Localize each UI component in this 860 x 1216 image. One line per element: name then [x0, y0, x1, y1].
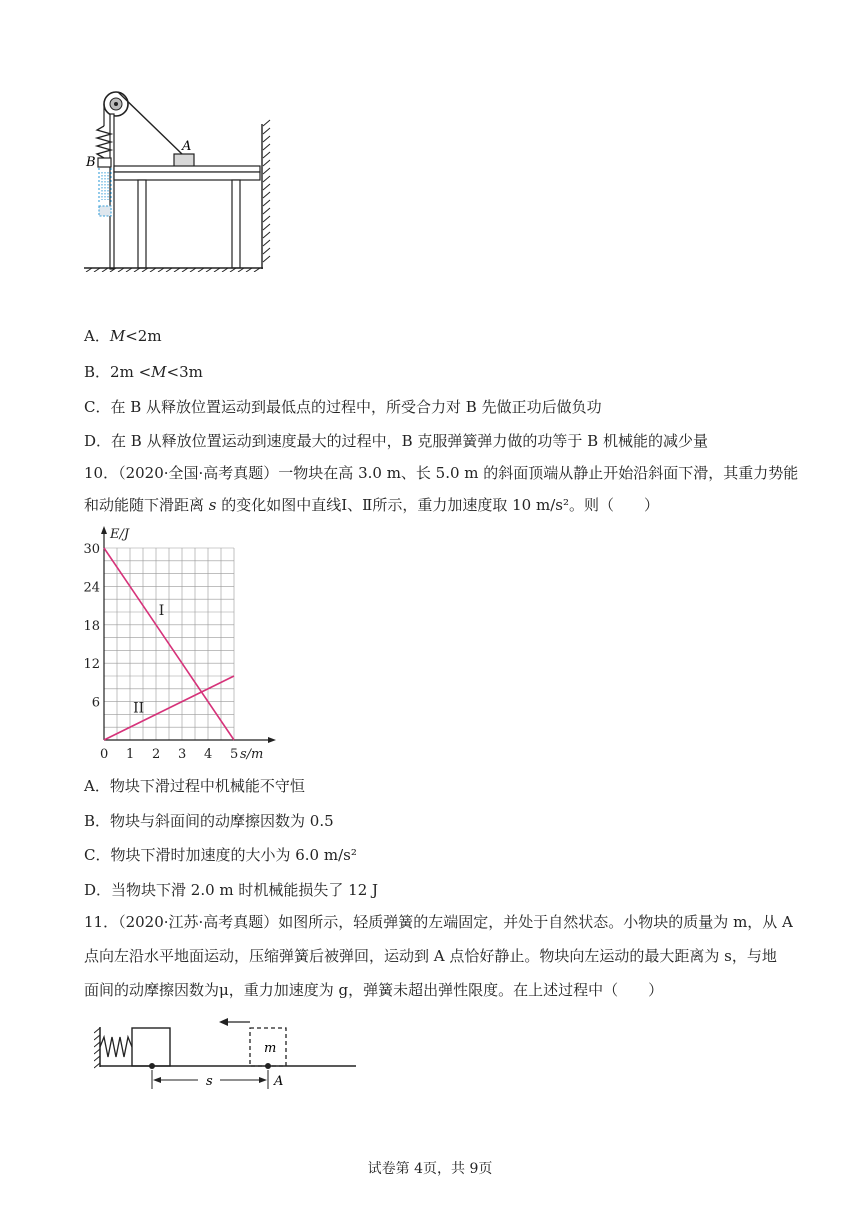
- q11-stem-line-1: 11．（2020·江苏·高考真题）如图所示，轻质弹簧的左端固定，并处于自然状态。小物块的质量为 m，从 A: [84, 913, 793, 931]
- series-label-I: I: [158, 603, 165, 620]
- y-tick-label: 12: [83, 657, 100, 673]
- chart-labels: [83, 527, 263, 762]
- x-axis-arrow: [268, 737, 276, 743]
- q9-option-c: C．在 B 从释放位置运动到最低点的过程中，所受合力对 B 先做正功后做负功: [84, 398, 602, 416]
- series-label-II: II: [133, 700, 145, 717]
- y-tick-label: 30: [83, 542, 100, 557]
- q10-stem-line-2: 和动能随下滑距离 s 的变化如图中直线Ⅰ、Ⅱ所示，重力加速度取 10 m/s²。则（ ）: [84, 496, 659, 514]
- q10-option-b: B．物块与斜面间的动摩擦因数为 0.5: [84, 812, 334, 830]
- y-axis-label: E/J: [110, 527, 130, 542]
- x-tick-label: 2: [152, 747, 161, 762]
- q10-option-a: A．物块下滑过程中机械能不守恒: [84, 777, 305, 795]
- label-b: B: [86, 155, 96, 170]
- x-tick-label: 3: [178, 747, 187, 762]
- q9-option-a: A．M<2m: [84, 327, 162, 345]
- block-m-label: m: [264, 1041, 277, 1056]
- q11-stem-line-2: 点向左沿水平地面运动，压缩弹簧后被弹回，运动到 A 点恰好静止。物块向左运动的最大距离为 s，与地: [84, 947, 777, 965]
- y-axis-arrow: [101, 526, 107, 534]
- x-tick-label: 1: [126, 747, 135, 762]
- point-a-label: A: [274, 1074, 284, 1089]
- x-tick-label: 0: [100, 747, 109, 762]
- y-tick-label: 6: [91, 695, 100, 711]
- spring-block-figure: [94, 1015, 364, 1093]
- q10-stem-line-1: 10．（2020·全国·高考真题）一物块在高 3.0 m、长 5.0 m 的斜面顶端从静止开始沿斜面下滑，其重力势能: [84, 464, 799, 482]
- distance-s-label: s: [206, 1074, 213, 1089]
- y-tick-label: 18: [83, 618, 100, 634]
- x-tick-label: 4: [204, 747, 213, 762]
- q9-option-b: B．2m <M<3m: [84, 363, 203, 381]
- label-a: A: [182, 139, 192, 154]
- x-axis-label: s/m: [240, 747, 264, 762]
- q10-option-d: D．当物块下滑 2.0 m 时机械能损失了 12 J: [84, 881, 379, 899]
- q10-option-c: C．物块下滑时加速度的大小为 6.0 m/s²: [84, 846, 357, 864]
- energy-distance-chart: [80, 524, 280, 762]
- y-tick-label: 24: [83, 580, 100, 596]
- x-tick-label: 5: [230, 747, 239, 762]
- q11-stem-line-3: 面间的动摩擦因数为μ，重力加速度为 g，弹簧未超出弹性限度。在上述过程中（ ）: [84, 981, 664, 999]
- chart-axes: [101, 526, 276, 743]
- page-footer: 试卷第 4页，共 9页: [367, 1161, 493, 1177]
- q9-option-d: D．在 B 从释放位置运动到速度最大的过程中，B 克服弹簧弹力做的功等于 B 机械能的减少量: [84, 432, 708, 450]
- pulley-spring-figure: [82, 86, 272, 272]
